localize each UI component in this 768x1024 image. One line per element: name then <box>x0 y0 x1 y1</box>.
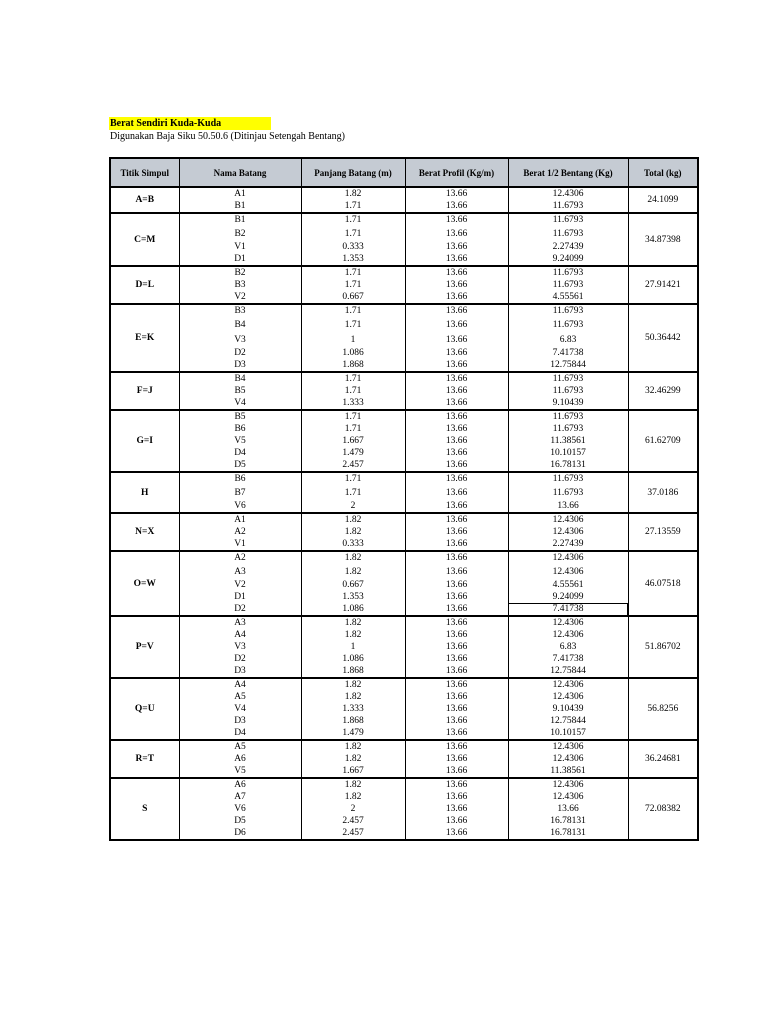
berat-setengah-bentang-cell: 16.78131 <box>508 459 628 472</box>
nama-batang-cell: D4 <box>179 727 301 740</box>
table-row <box>110 715 698 727</box>
table-row <box>110 397 698 410</box>
berat-setengah-bentang-cell: 6.83 <box>508 641 628 653</box>
panjang-batang-cell: 1.353 <box>301 253 405 266</box>
table-row <box>110 815 698 827</box>
panjang-batang-cell: 1.82 <box>301 616 405 629</box>
panjang-batang-cell: 1.868 <box>301 359 405 372</box>
nama-batang-cell: B5 <box>179 385 301 397</box>
table-row <box>110 291 698 304</box>
panjang-batang-cell: 0.667 <box>301 579 405 591</box>
titik-simpul-cell: P=V <box>110 616 179 678</box>
berat-setengah-bentang-cell: 12.75844 <box>508 359 628 372</box>
table-row <box>110 266 698 279</box>
berat-profil-cell: 13.66 <box>405 691 508 703</box>
berat-profil-cell: 13.66 <box>405 472 508 485</box>
panjang-batang-cell: 2.457 <box>301 815 405 827</box>
panjang-batang-cell: 1.868 <box>301 715 405 727</box>
nama-batang-cell: V4 <box>179 397 301 410</box>
berat-profil-cell: 13.66 <box>405 603 508 616</box>
berat-profil-cell: 13.66 <box>405 629 508 641</box>
panjang-batang-cell: 1.71 <box>301 385 405 397</box>
panjang-batang-cell: 1.71 <box>301 213 405 226</box>
berat-profil-cell: 13.66 <box>405 703 508 715</box>
berat-setengah-bentang-cell: 9.24099 <box>508 591 628 603</box>
nama-batang-cell: A3 <box>179 616 301 629</box>
table-row <box>110 778 698 791</box>
panjang-batang-cell: 1.353 <box>301 591 405 603</box>
nama-batang-cell: V1 <box>179 538 301 551</box>
nama-batang-cell: A1 <box>179 513 301 526</box>
berat-profil-cell: 13.66 <box>405 241 508 253</box>
table-row <box>110 347 698 359</box>
nama-batang-cell: A7 <box>179 791 301 803</box>
table-row <box>110 691 698 703</box>
berat-profil-cell: 13.66 <box>405 423 508 435</box>
panjang-batang-cell: 1.333 <box>301 397 405 410</box>
total-cell: 27.13559 <box>628 513 698 551</box>
berat-profil-cell: 13.66 <box>405 200 508 213</box>
berat-setengah-bentang-cell: 13.66 <box>508 500 628 513</box>
table-row <box>110 703 698 715</box>
panjang-batang-cell: 1.82 <box>301 791 405 803</box>
nama-batang-cell: A4 <box>179 629 301 641</box>
panjang-batang-cell: 1.71 <box>301 226 405 241</box>
berat-setengah-bentang-cell: 13.66 <box>508 803 628 815</box>
nama-batang-cell: D2 <box>179 347 301 359</box>
panjang-batang-cell: 1.71 <box>301 423 405 435</box>
total-cell: 24.1099 <box>628 187 698 213</box>
panjang-batang-cell: 1.479 <box>301 727 405 740</box>
nama-batang-cell: D3 <box>179 715 301 727</box>
titik-simpul-cell: R=T <box>110 740 179 778</box>
nama-batang-cell: A5 <box>179 740 301 753</box>
berat-setengah-bentang-cell: 9.10439 <box>508 703 628 715</box>
panjang-batang-cell: 1.71 <box>301 372 405 385</box>
berat-setengah-bentang-cell: 16.78131 <box>508 815 628 827</box>
nama-batang-cell: A4 <box>179 678 301 691</box>
truss-weight-table <box>109 157 699 841</box>
panjang-batang-cell: 2.457 <box>301 459 405 472</box>
header-berat-setengah-bentang: Berat 1/2 Bentang (Kg) <box>508 158 628 187</box>
panjang-batang-cell: 0.667 <box>301 291 405 304</box>
table-row <box>110 372 698 385</box>
panjang-batang-cell: 1.71 <box>301 485 405 500</box>
titik-simpul-cell: F=J <box>110 372 179 410</box>
table-row <box>110 579 698 591</box>
berat-setengah-bentang-cell: 11.38561 <box>508 765 628 778</box>
berat-setengah-bentang-cell: 12.4306 <box>508 629 628 641</box>
nama-batang-cell: D2 <box>179 603 301 616</box>
titik-simpul-cell: Q=U <box>110 678 179 740</box>
nama-batang-cell: A2 <box>179 526 301 538</box>
berat-profil-cell: 13.66 <box>405 765 508 778</box>
header-nama-batang: Nama Batang <box>179 158 301 187</box>
berat-setengah-bentang-cell: 11.6793 <box>508 226 628 241</box>
nama-batang-cell: B3 <box>179 279 301 291</box>
berat-setengah-bentang-cell: 12.75844 <box>508 665 628 678</box>
berat-profil-cell: 13.66 <box>405 579 508 591</box>
berat-setengah-bentang-cell: 12.75844 <box>508 715 628 727</box>
table-row <box>110 603 698 616</box>
berat-setengah-bentang-cell: 11.6793 <box>508 385 628 397</box>
panjang-batang-cell: 1.82 <box>301 629 405 641</box>
berat-profil-cell: 13.66 <box>405 459 508 472</box>
berat-profil-cell: 13.66 <box>405 332 508 347</box>
panjang-batang-cell: 0.333 <box>301 538 405 551</box>
table-row <box>110 253 698 266</box>
berat-setengah-bentang-cell: 6.83 <box>508 332 628 347</box>
berat-setengah-bentang-cell: 11.6793 <box>508 200 628 213</box>
panjang-batang-cell: 1.71 <box>301 266 405 279</box>
berat-setengah-bentang-cell: 7.41738 <box>508 347 628 359</box>
titik-simpul-cell: A=B <box>110 187 179 213</box>
titik-simpul-cell: E=K <box>110 304 179 372</box>
nama-batang-cell: B4 <box>179 317 301 332</box>
berat-profil-cell: 13.66 <box>405 740 508 753</box>
nama-batang-cell: A1 <box>179 187 301 200</box>
panjang-batang-cell: 1.71 <box>301 317 405 332</box>
nama-batang-cell: B3 <box>179 304 301 317</box>
berat-profil-cell: 13.66 <box>405 591 508 603</box>
total-cell: 27.91421 <box>628 266 698 304</box>
panjang-batang-cell: 1.71 <box>301 410 405 423</box>
nama-batang-cell: V1 <box>179 241 301 253</box>
table-row <box>110 803 698 815</box>
nama-batang-cell: V2 <box>179 579 301 591</box>
panjang-batang-cell: 2 <box>301 803 405 815</box>
berat-profil-cell: 13.66 <box>405 513 508 526</box>
berat-setengah-bentang-cell: 10.10157 <box>508 727 628 740</box>
berat-setengah-bentang-cell: 2.27439 <box>508 241 628 253</box>
berat-setengah-bentang-cell: 12.4306 <box>508 778 628 791</box>
total-cell: 51.86702 <box>628 616 698 678</box>
table-row <box>110 472 698 485</box>
berat-setengah-bentang-cell: 11.6793 <box>508 213 628 226</box>
berat-setengah-bentang-cell: 16.78131 <box>508 827 628 840</box>
berat-setengah-bentang-cell: 12.4306 <box>508 616 628 629</box>
header-titik-simpul: Titik Simpul <box>110 158 179 187</box>
panjang-batang-cell: 1.82 <box>301 526 405 538</box>
table-row <box>110 629 698 641</box>
panjang-batang-cell: 1.71 <box>301 304 405 317</box>
berat-profil-cell: 13.66 <box>405 526 508 538</box>
berat-profil-cell: 13.66 <box>405 291 508 304</box>
berat-setengah-bentang-cell: 12.4306 <box>508 513 628 526</box>
berat-setengah-bentang-cell: 12.4306 <box>508 740 628 753</box>
berat-setengah-bentang-cell: 11.6793 <box>508 423 628 435</box>
berat-setengah-bentang-cell: 11.6793 <box>508 485 628 500</box>
panjang-batang-cell: 1.82 <box>301 564 405 579</box>
berat-setengah-bentang-cell: 4.55561 <box>508 291 628 304</box>
total-cell: 61.62709 <box>628 410 698 472</box>
nama-batang-cell: A5 <box>179 691 301 703</box>
document-title: Berat Sendiri Kuda-Kuda <box>109 117 271 130</box>
table-row <box>110 200 698 213</box>
nama-batang-cell: V5 <box>179 765 301 778</box>
table-row <box>110 641 698 653</box>
table-header-row <box>110 158 698 187</box>
berat-profil-cell: 13.66 <box>405 187 508 200</box>
nama-batang-cell: B7 <box>179 485 301 500</box>
panjang-batang-cell: 1.82 <box>301 551 405 564</box>
berat-profil-cell: 13.66 <box>405 803 508 815</box>
panjang-batang-cell: 1.82 <box>301 513 405 526</box>
titik-simpul-cell: N=X <box>110 513 179 551</box>
berat-profil-cell: 13.66 <box>405 304 508 317</box>
nama-batang-cell: D3 <box>179 665 301 678</box>
table-row <box>110 740 698 753</box>
total-cell: 46.07518 <box>628 551 698 616</box>
panjang-batang-cell: 1.82 <box>301 187 405 200</box>
berat-setengah-bentang-cell: 11.6793 <box>508 472 628 485</box>
nama-batang-cell: B2 <box>179 266 301 279</box>
berat-profil-cell: 13.66 <box>405 815 508 827</box>
table-row <box>110 653 698 665</box>
nama-batang-cell: V4 <box>179 703 301 715</box>
panjang-batang-cell: 1.086 <box>301 347 405 359</box>
table-row <box>110 385 698 397</box>
document-subtitle: Digunakan Baja Siku 50.50.6 (Ditinjau Setengah Bentang) <box>110 131 345 142</box>
panjang-batang-cell: 2.457 <box>301 827 405 840</box>
berat-profil-cell: 13.66 <box>405 226 508 241</box>
berat-profil-cell: 13.66 <box>405 347 508 359</box>
nama-batang-cell: D4 <box>179 447 301 459</box>
berat-setengah-bentang-cell: 12.4306 <box>508 691 628 703</box>
table-row <box>110 279 698 291</box>
panjang-batang-cell: 1.333 <box>301 703 405 715</box>
nama-batang-cell: D5 <box>179 459 301 472</box>
titik-simpul-cell: H <box>110 472 179 513</box>
titik-simpul-cell: C=M <box>110 213 179 266</box>
berat-setengah-bentang-cell: 12.4306 <box>508 678 628 691</box>
table-row <box>110 827 698 840</box>
berat-setengah-bentang-cell: 7.41738 <box>508 603 628 616</box>
table-row <box>110 304 698 317</box>
berat-setengah-bentang-cell: 9.10439 <box>508 397 628 410</box>
panjang-batang-cell: 1 <box>301 641 405 653</box>
berat-profil-cell: 13.66 <box>405 385 508 397</box>
header-panjang-batang: Panjang Batang (m) <box>301 158 405 187</box>
berat-profil-cell: 13.66 <box>405 397 508 410</box>
nama-batang-cell: D3 <box>179 359 301 372</box>
berat-setengah-bentang-cell: 11.6793 <box>508 410 628 423</box>
berat-profil-cell: 13.66 <box>405 359 508 372</box>
berat-profil-cell: 13.66 <box>405 317 508 332</box>
table-row <box>110 241 698 253</box>
berat-setengah-bentang-cell: 10.10157 <box>508 447 628 459</box>
panjang-batang-cell: 1.71 <box>301 279 405 291</box>
table-row <box>110 591 698 603</box>
nama-batang-cell: B1 <box>179 200 301 213</box>
berat-setengah-bentang-cell: 2.27439 <box>508 538 628 551</box>
nama-batang-cell: V5 <box>179 435 301 447</box>
panjang-batang-cell: 1.71 <box>301 472 405 485</box>
total-cell: 50.36442 <box>628 304 698 372</box>
panjang-batang-cell: 1.667 <box>301 435 405 447</box>
total-cell: 37.0186 <box>628 472 698 513</box>
berat-profil-cell: 13.66 <box>405 447 508 459</box>
berat-setengah-bentang-cell: 4.55561 <box>508 579 628 591</box>
panjang-batang-cell: 1.667 <box>301 765 405 778</box>
table-row <box>110 317 698 332</box>
total-cell: 36.24681 <box>628 740 698 778</box>
berat-setengah-bentang-cell: 11.6793 <box>508 372 628 385</box>
berat-profil-cell: 13.66 <box>405 279 508 291</box>
berat-profil-cell: 13.66 <box>405 253 508 266</box>
table-body <box>110 187 698 840</box>
nama-batang-cell: B2 <box>179 226 301 241</box>
berat-setengah-bentang-cell: 12.4306 <box>508 526 628 538</box>
table-row <box>110 727 698 740</box>
nama-batang-cell: D1 <box>179 591 301 603</box>
berat-profil-cell: 13.66 <box>405 372 508 385</box>
table-row <box>110 459 698 472</box>
nama-batang-cell: A6 <box>179 753 301 765</box>
berat-profil-cell: 13.66 <box>405 678 508 691</box>
panjang-batang-cell: 1.086 <box>301 653 405 665</box>
table-row <box>110 791 698 803</box>
nama-batang-cell: D1 <box>179 253 301 266</box>
berat-profil-cell: 13.66 <box>405 827 508 840</box>
berat-profil-cell: 13.66 <box>405 641 508 653</box>
panjang-batang-cell: 2 <box>301 500 405 513</box>
berat-profil-cell: 13.66 <box>405 753 508 765</box>
nama-batang-cell: V6 <box>179 803 301 815</box>
table-row <box>110 213 698 226</box>
table-row <box>110 435 698 447</box>
berat-setengah-bentang-cell: 11.6793 <box>508 317 628 332</box>
berat-profil-cell: 13.66 <box>405 616 508 629</box>
berat-setengah-bentang-cell: 12.4306 <box>508 753 628 765</box>
total-cell: 32.46299 <box>628 372 698 410</box>
nama-batang-cell: B4 <box>179 372 301 385</box>
berat-setengah-bentang-cell: 11.6793 <box>508 279 628 291</box>
titik-simpul-cell: S <box>110 778 179 840</box>
table-row <box>110 538 698 551</box>
table-row <box>110 665 698 678</box>
berat-profil-cell: 13.66 <box>405 791 508 803</box>
berat-setengah-bentang-cell: 12.4306 <box>508 187 628 200</box>
panjang-batang-cell: 1.868 <box>301 665 405 678</box>
panjang-batang-cell: 1.82 <box>301 691 405 703</box>
berat-profil-cell: 13.66 <box>405 715 508 727</box>
table-row <box>110 332 698 347</box>
berat-setengah-bentang-cell: 12.4306 <box>508 791 628 803</box>
titik-simpul-cell: D=L <box>110 266 179 304</box>
table-row <box>110 226 698 241</box>
nama-batang-cell: V2 <box>179 291 301 304</box>
table-row <box>110 500 698 513</box>
table-row <box>110 359 698 372</box>
nama-batang-cell: D2 <box>179 653 301 665</box>
berat-setengah-bentang-cell: 11.6793 <box>508 266 628 279</box>
nama-batang-cell: V6 <box>179 500 301 513</box>
berat-setengah-bentang-cell: 11.6793 <box>508 304 628 317</box>
berat-profil-cell: 13.66 <box>405 410 508 423</box>
berat-profil-cell: 13.66 <box>405 435 508 447</box>
nama-batang-cell: V3 <box>179 641 301 653</box>
table-row <box>110 616 698 629</box>
table-row <box>110 526 698 538</box>
table-row <box>110 447 698 459</box>
table-row <box>110 678 698 691</box>
table-row <box>110 765 698 778</box>
titik-simpul-cell: O=W <box>110 551 179 616</box>
berat-setengah-bentang-cell: 12.4306 <box>508 564 628 579</box>
berat-profil-cell: 13.66 <box>405 665 508 678</box>
nama-batang-cell: D6 <box>179 827 301 840</box>
berat-profil-cell: 13.66 <box>405 500 508 513</box>
table-row <box>110 564 698 579</box>
table-row <box>110 423 698 435</box>
nama-batang-cell: A6 <box>179 778 301 791</box>
nama-batang-cell: B6 <box>179 423 301 435</box>
panjang-batang-cell: 1.479 <box>301 447 405 459</box>
table-row <box>110 485 698 500</box>
nama-batang-cell: B6 <box>179 472 301 485</box>
berat-profil-cell: 13.66 <box>405 485 508 500</box>
table-row <box>110 513 698 526</box>
table-row <box>110 410 698 423</box>
panjang-batang-cell: 0.333 <box>301 241 405 253</box>
panjang-batang-cell: 1.71 <box>301 200 405 213</box>
panjang-batang-cell: 1.82 <box>301 778 405 791</box>
table-row <box>110 187 698 200</box>
berat-setengah-bentang-cell: 12.4306 <box>508 551 628 564</box>
panjang-batang-cell: 1.82 <box>301 753 405 765</box>
nama-batang-cell: V3 <box>179 332 301 347</box>
header-total: Total (kg) <box>628 158 698 187</box>
berat-profil-cell: 13.66 <box>405 551 508 564</box>
nama-batang-cell: A2 <box>179 551 301 564</box>
total-cell: 72.08382 <box>628 778 698 840</box>
titik-simpul-cell: G=I <box>110 410 179 472</box>
panjang-batang-cell: 1.086 <box>301 603 405 616</box>
berat-profil-cell: 13.66 <box>405 653 508 665</box>
panjang-batang-cell: 1.82 <box>301 678 405 691</box>
total-cell: 34.87398 <box>628 213 698 266</box>
berat-setengah-bentang-cell: 9.24099 <box>508 253 628 266</box>
panjang-batang-cell: 1.82 <box>301 740 405 753</box>
nama-batang-cell: B1 <box>179 213 301 226</box>
berat-profil-cell: 13.66 <box>405 778 508 791</box>
berat-setengah-bentang-cell: 11.38561 <box>508 435 628 447</box>
berat-profil-cell: 13.66 <box>405 213 508 226</box>
berat-profil-cell: 13.66 <box>405 727 508 740</box>
table-row <box>110 551 698 564</box>
total-cell: 56.8256 <box>628 678 698 740</box>
nama-batang-cell: D5 <box>179 815 301 827</box>
header-berat-profil: Berat Profil (Kg/m) <box>405 158 508 187</box>
berat-profil-cell: 13.66 <box>405 564 508 579</box>
berat-profil-cell: 13.66 <box>405 266 508 279</box>
nama-batang-cell: A3 <box>179 564 301 579</box>
panjang-batang-cell: 1 <box>301 332 405 347</box>
table-row <box>110 753 698 765</box>
berat-profil-cell: 13.66 <box>405 538 508 551</box>
nama-batang-cell: B5 <box>179 410 301 423</box>
berat-setengah-bentang-cell: 7.41738 <box>508 653 628 665</box>
